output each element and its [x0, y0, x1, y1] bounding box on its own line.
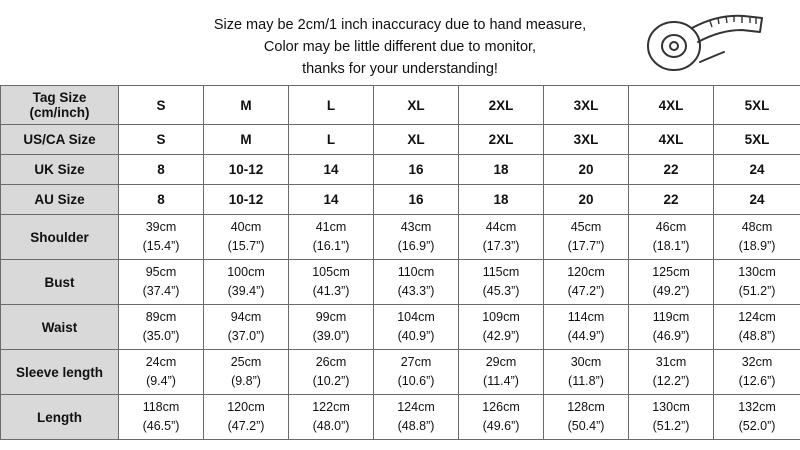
- size-cell: 22: [629, 185, 714, 215]
- row-header-label: Tag Size: [32, 90, 87, 105]
- measure-inch: (42.9”): [482, 329, 520, 343]
- size-cell: 18: [459, 155, 544, 185]
- measure-inch: (37.4”): [142, 284, 180, 298]
- measure-inch: (18.1”): [652, 239, 690, 253]
- table-row: [1, 395, 800, 440]
- measure-cell: [204, 305, 289, 350]
- notice-line: thanks for your understanding!: [302, 61, 498, 77]
- measure-cm: 130cm: [738, 265, 776, 279]
- measure-inch: (12.2”): [652, 374, 690, 388]
- row-header: US/CA Size: [1, 125, 119, 155]
- measure-cell: [119, 260, 204, 305]
- row-header: Bust: [1, 260, 119, 305]
- size-cell: 3XL: [544, 125, 629, 155]
- measure-cm: 100cm: [227, 265, 265, 279]
- measure-cm: 40cm: [230, 220, 262, 234]
- measure-cm: 126cm: [482, 400, 520, 414]
- measure-cm: 48cm: [741, 220, 773, 234]
- measure-inch: (48.8”): [738, 329, 776, 343]
- table-row: [1, 125, 800, 155]
- table-row: [1, 305, 800, 350]
- size-cell: 14: [289, 185, 374, 215]
- measure-inch: (39.0”): [312, 329, 350, 343]
- measure-inch: (47.2”): [227, 419, 265, 433]
- notice-banner: [0, 0, 800, 84]
- measure-inch: (10.6”): [397, 374, 435, 388]
- measure-inch: (18.9”): [738, 239, 776, 253]
- measure-cell: [289, 305, 374, 350]
- measure-cm: 32cm: [741, 355, 773, 369]
- size-cell: S: [119, 86, 204, 125]
- size-cell: L: [289, 86, 374, 125]
- row-header-tag-size: [1, 86, 119, 125]
- size-cell: 10-12: [204, 185, 289, 215]
- measure-cm: 109cm: [482, 310, 520, 324]
- measure-inch: (41.3”): [312, 284, 350, 298]
- measure-cm: 105cm: [312, 265, 350, 279]
- row-header: Shoulder: [1, 215, 119, 260]
- measure-inch: (11.8”): [568, 374, 604, 388]
- measure-cm: 89cm: [145, 310, 177, 324]
- measure-cell: [714, 395, 800, 440]
- measure-cm: 125cm: [652, 265, 690, 279]
- measure-cm: 46cm: [655, 220, 687, 234]
- size-cell: 4XL: [629, 125, 714, 155]
- measure-cm: 29cm: [485, 355, 517, 369]
- measure-inch: (48.0”): [312, 419, 350, 433]
- size-cell: 10-12: [204, 155, 289, 185]
- measure-cell: [544, 350, 629, 395]
- measure-inch: (43.3”): [397, 284, 435, 298]
- size-cell: 5XL: [714, 86, 800, 125]
- measure-cm: 95cm: [145, 265, 177, 279]
- measure-cm: 44cm: [485, 220, 517, 234]
- size-cell: 8: [119, 185, 204, 215]
- measure-inch: (12.6”): [738, 374, 776, 388]
- size-cell: 20: [544, 185, 629, 215]
- measure-cm: 120cm: [567, 265, 605, 279]
- size-cell: 16: [374, 185, 459, 215]
- measure-inch: (47.2”): [567, 284, 605, 298]
- measure-inch: (35.0”): [142, 329, 180, 343]
- measure-cell: [544, 305, 629, 350]
- measure-cm: 31cm: [655, 355, 687, 369]
- measure-cell: [119, 215, 204, 260]
- measure-cm: 110cm: [397, 265, 435, 279]
- measuring-tape-icon: [640, 6, 770, 78]
- measure-inch: (39.4”): [227, 284, 265, 298]
- measure-inch: (15.4”): [142, 239, 180, 253]
- measure-cell: [204, 350, 289, 395]
- measure-cm: 94cm: [230, 310, 262, 324]
- size-cell: M: [204, 125, 289, 155]
- measure-inch: (51.2”): [652, 419, 690, 433]
- size-cell: XL: [374, 86, 459, 125]
- measure-inch: (10.2”): [312, 374, 350, 388]
- size-cell: 24: [714, 185, 800, 215]
- table-row: [1, 155, 800, 185]
- measure-cell: [544, 395, 629, 440]
- measure-cell: [119, 305, 204, 350]
- measure-cell: [629, 215, 714, 260]
- size-cell: 5XL: [714, 125, 800, 155]
- measure-cm: 130cm: [652, 400, 690, 414]
- measure-inch: (48.8”): [397, 419, 435, 433]
- measure-inch: (16.1”): [312, 239, 350, 253]
- size-cell: XL: [374, 125, 459, 155]
- measure-inch: (15.7”): [227, 239, 265, 253]
- measure-inch: (17.7”): [567, 239, 605, 253]
- size-cell: 4XL: [629, 86, 714, 125]
- measure-cm: 41cm: [315, 220, 347, 234]
- measure-inch: (37.0”): [227, 329, 265, 343]
- measure-cell: [289, 260, 374, 305]
- size-cell: 24: [714, 155, 800, 185]
- measure-inch: (9.4”): [146, 374, 176, 388]
- measure-cell: [714, 305, 800, 350]
- measure-cm: 119cm: [652, 310, 690, 324]
- measure-cm: 114cm: [567, 310, 605, 324]
- measure-cell: [629, 395, 714, 440]
- measure-cm: 120cm: [227, 400, 265, 414]
- measure-cm: 115cm: [482, 265, 520, 279]
- measure-inch: (9.8”): [231, 374, 261, 388]
- measure-cm: 30cm: [570, 355, 602, 369]
- measure-cm: 99cm: [315, 310, 347, 324]
- size-cell: S: [119, 125, 204, 155]
- measure-cell: [544, 260, 629, 305]
- measure-cm: 132cm: [738, 400, 776, 414]
- table-row: [1, 185, 800, 215]
- measure-cell: [374, 395, 459, 440]
- row-header: UK Size: [1, 155, 119, 185]
- measure-cell: [459, 260, 544, 305]
- measure-inch: (52.0”): [738, 419, 776, 433]
- measure-cell: [374, 305, 459, 350]
- measure-cell: [204, 260, 289, 305]
- table-row: [1, 260, 800, 305]
- size-cell: 18: [459, 185, 544, 215]
- measure-cell: [204, 215, 289, 260]
- measure-cell: [119, 350, 204, 395]
- table-row: [1, 215, 800, 260]
- measure-cm: 27cm: [400, 355, 432, 369]
- measure-cell: [459, 395, 544, 440]
- measure-inch: (44.9”): [567, 329, 605, 343]
- size-cell: 16: [374, 155, 459, 185]
- measure-cell: [374, 350, 459, 395]
- measure-cell: [714, 350, 800, 395]
- measure-inch: (45.3”): [482, 284, 520, 298]
- size-cell: M: [204, 86, 289, 125]
- measure-cm: 128cm: [567, 400, 605, 414]
- measure-inch: (50.4”): [567, 419, 605, 433]
- measure-cell: [714, 215, 800, 260]
- table-row: [1, 350, 800, 395]
- measure-inch: (40.9”): [397, 329, 435, 343]
- size-cell: 3XL: [544, 86, 629, 125]
- measure-cm: 26cm: [315, 355, 347, 369]
- row-header: Waist: [1, 305, 119, 350]
- measure-inch: (49.6”): [482, 419, 520, 433]
- size-cell: 8: [119, 155, 204, 185]
- measure-inch: (46.5”): [142, 419, 180, 433]
- measure-cell: [204, 395, 289, 440]
- measure-cell: [374, 215, 459, 260]
- size-chart-table: [0, 85, 800, 440]
- measure-cm: 122cm: [312, 400, 350, 414]
- measure-inch: (17.3”): [482, 239, 520, 253]
- size-cell: 20: [544, 155, 629, 185]
- measure-cell: [459, 215, 544, 260]
- row-header: Length: [1, 395, 119, 440]
- measure-cm: 39cm: [145, 220, 177, 234]
- measure-cell: [544, 215, 629, 260]
- size-cell: 14: [289, 155, 374, 185]
- table-row: [1, 86, 800, 125]
- measure-inch: (51.2”): [738, 284, 776, 298]
- measure-cm: 124cm: [738, 310, 776, 324]
- measure-cm: 45cm: [570, 220, 602, 234]
- measure-cell: [374, 260, 459, 305]
- measure-cm: 104cm: [397, 310, 435, 324]
- measure-cell: [119, 395, 204, 440]
- measure-cell: [459, 350, 544, 395]
- size-cell: 22: [629, 155, 714, 185]
- size-cell: L: [289, 125, 374, 155]
- row-header: AU Size: [1, 185, 119, 215]
- size-cell: 2XL: [459, 86, 544, 125]
- row-header: Sleeve length: [1, 350, 119, 395]
- measure-inch: (49.2”): [652, 284, 690, 298]
- size-cell: 2XL: [459, 125, 544, 155]
- measure-cell: [629, 305, 714, 350]
- measure-cm: 118cm: [142, 400, 180, 414]
- measure-cell: [289, 215, 374, 260]
- notice-line: Size may be 2cm/1 inch inaccuracy due to hand measure,: [213, 17, 587, 33]
- measure-cell: [459, 305, 544, 350]
- row-header-unit: (cm/inch): [29, 105, 90, 120]
- measure-cm: 25cm: [230, 355, 262, 369]
- measure-cell: [629, 260, 714, 305]
- notice-text: [180, 14, 620, 80]
- measure-cell: [629, 350, 714, 395]
- measure-cell: [714, 260, 800, 305]
- measure-inch: (11.4”): [483, 374, 519, 388]
- measure-cell: [289, 395, 374, 440]
- measure-cm: 24cm: [145, 355, 177, 369]
- measure-cm: 43cm: [400, 220, 432, 234]
- measure-inch: (16.9”): [397, 239, 435, 253]
- measure-cell: [289, 350, 374, 395]
- notice-line: Color may be little different due to monitor,: [263, 39, 537, 55]
- measure-cm: 124cm: [397, 400, 435, 414]
- measure-inch: (46.9”): [652, 329, 690, 343]
